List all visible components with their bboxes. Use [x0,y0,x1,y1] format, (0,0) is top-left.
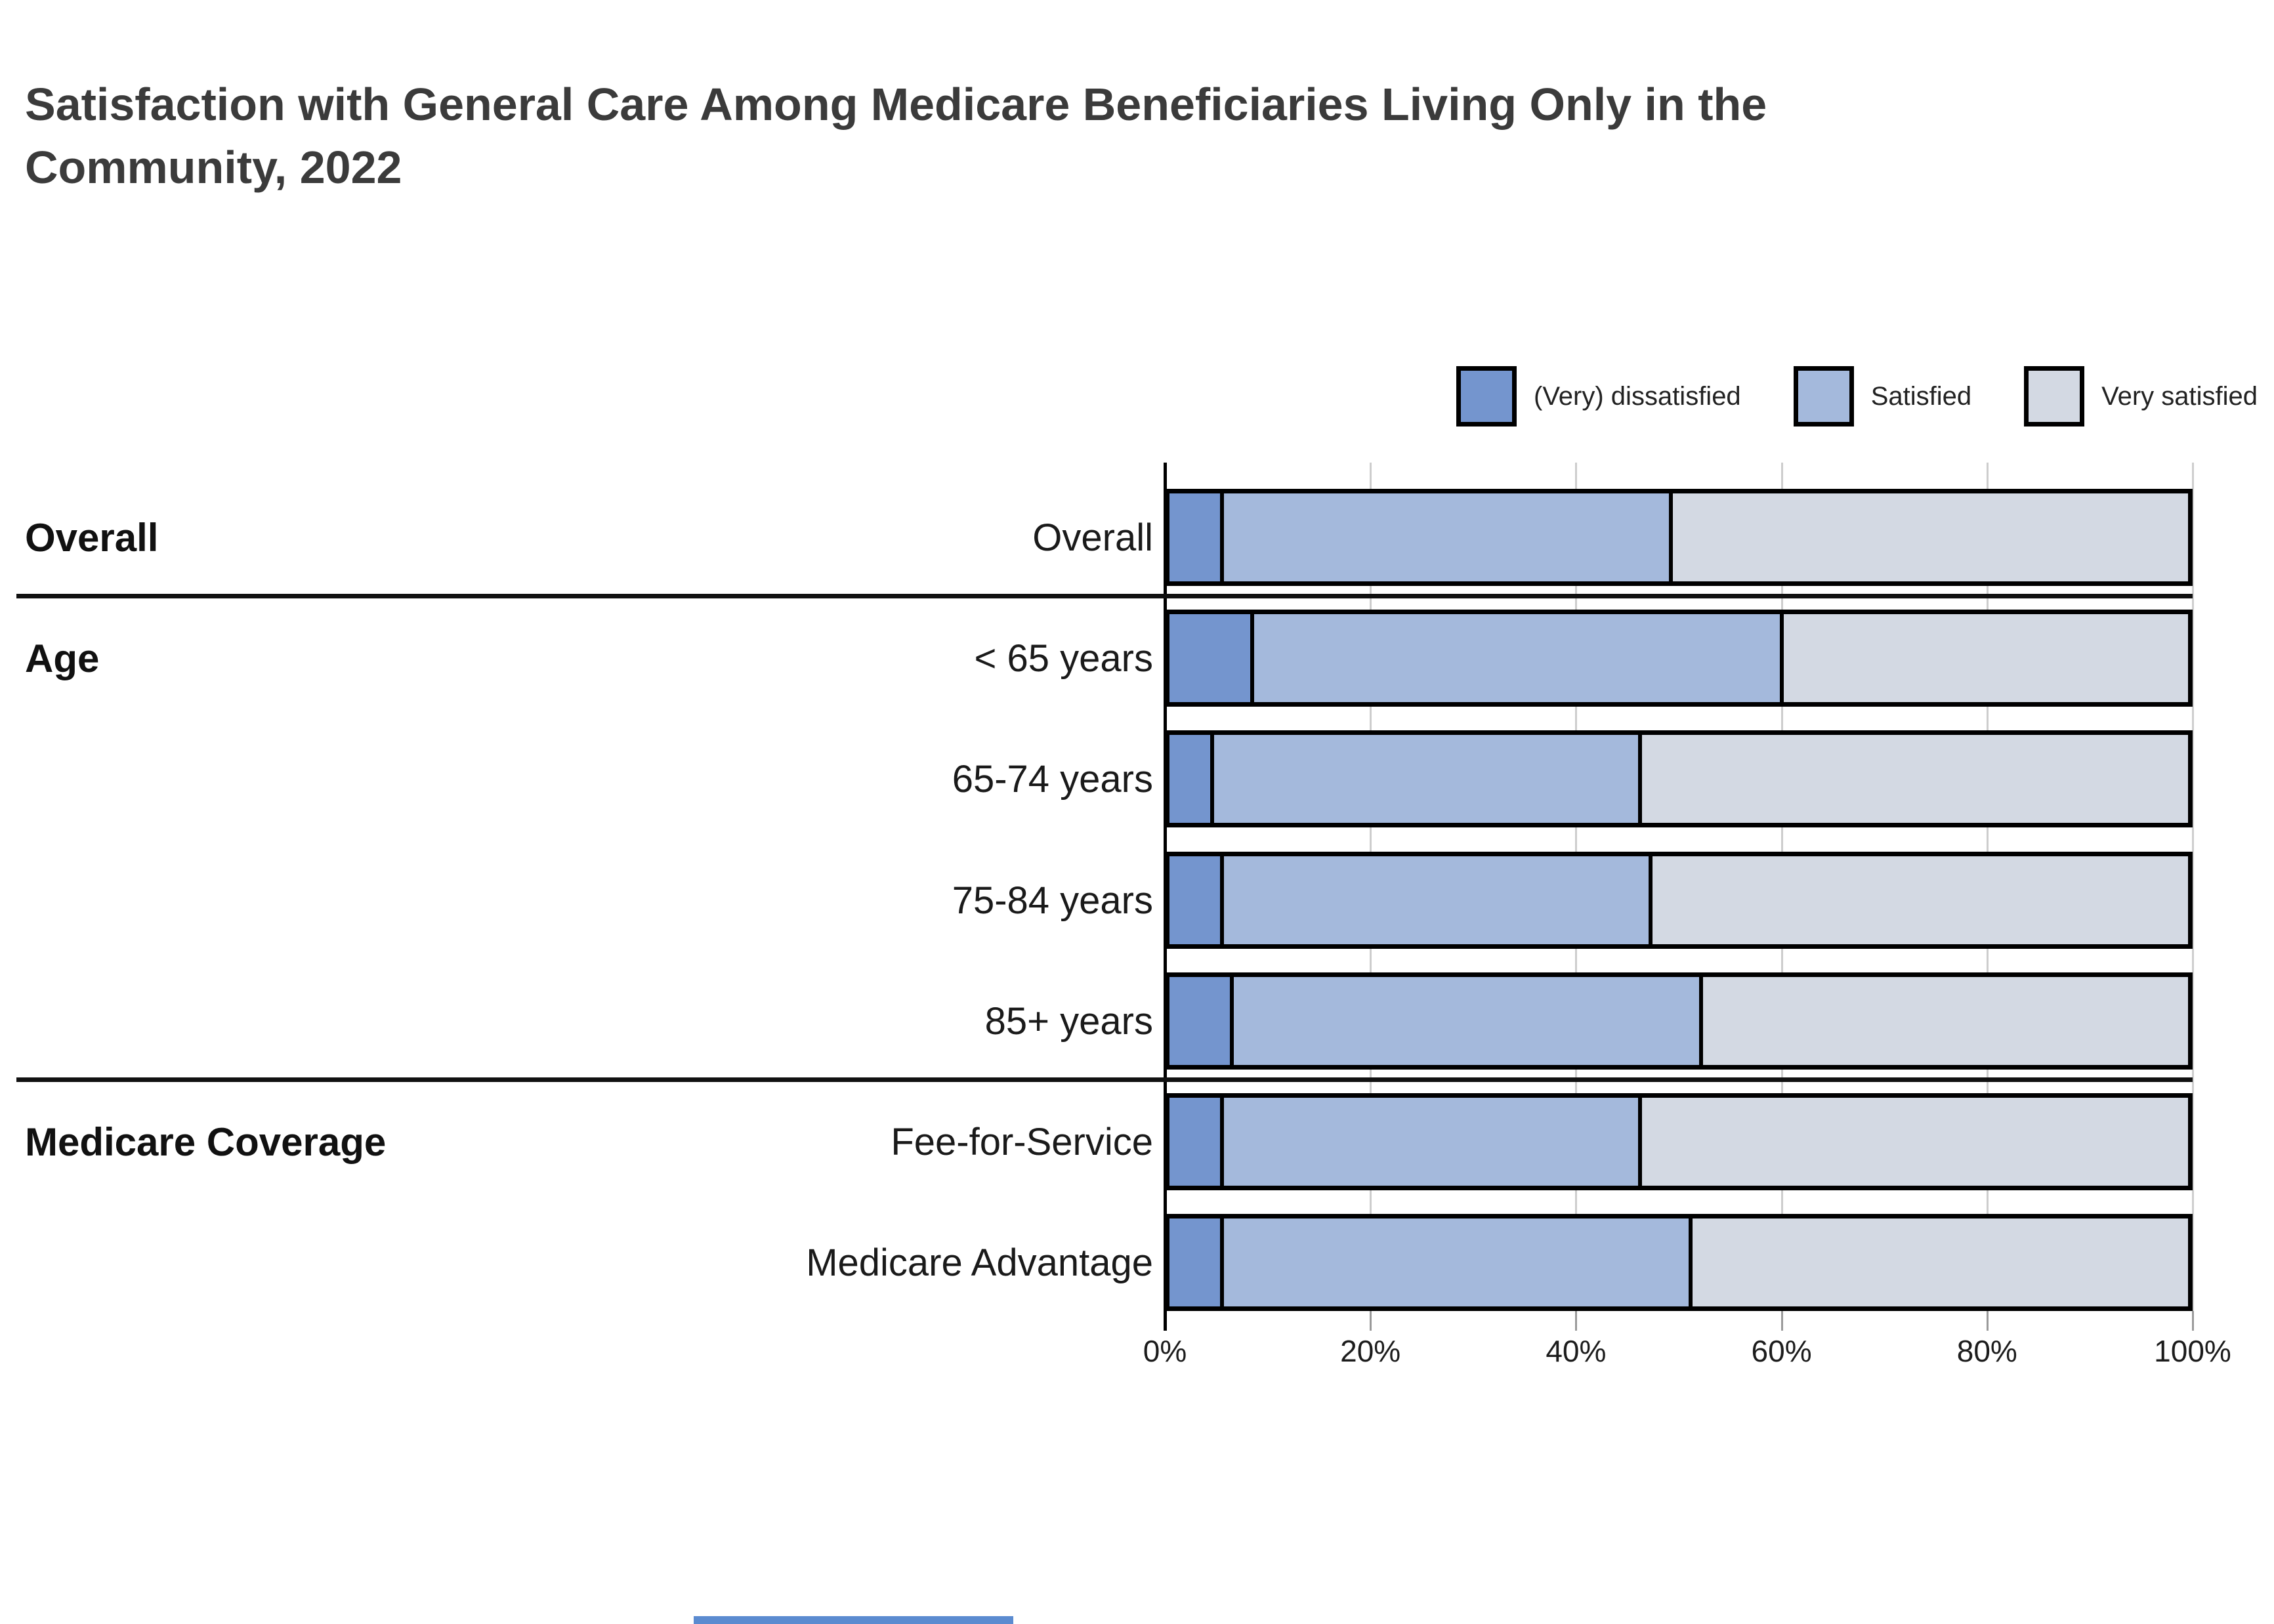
x-tick-80 [1987,1311,1989,1331]
row-label-medicare-advantage: Medicare Advantage [806,1241,1153,1284]
segment-very-dissatisfied-65-years [1169,614,1250,702]
bar-row-fee-for-service [1165,1093,2193,1190]
segment-very-satisfied-65-years [1780,614,2188,702]
segment-very-dissatisfied-85-years [1169,977,1230,1065]
legend-item-very-satisfied [2024,366,2258,427]
segment-very-dissatisfied-fee-for-service [1169,1098,1220,1186]
legend-label: Very satisfied [2101,381,2258,411]
legend-item-satisfied [1794,366,1971,427]
segment-very-satisfied-overall [1669,493,2188,581]
segment-very-satisfied-medicare-advantage [1689,1218,2188,1306]
bar-row-65-74-years [1165,730,2193,827]
segment-satisfied-medicare-advantage [1220,1218,1689,1306]
segment-very-dissatisfied-65-74-years [1169,735,1210,823]
segment-satisfied-75-84-years [1220,856,1649,944]
x-tick-100 [2192,1311,2194,1331]
x-tick-label-60: 60% [1751,1334,1812,1368]
segment-very-satisfied-65-74-years [1638,735,2188,823]
segment-very-satisfied-fee-for-service [1638,1098,2188,1186]
bar-row-65-years [1165,610,2193,707]
segment-very-satisfied-85-years [1699,977,2188,1065]
legend-label: Satisfied [1870,381,1972,411]
row-label-fee-for-service: Fee-for-Service [891,1120,1153,1163]
row-label-overall: Overall [1032,516,1153,559]
x-tick-40 [1575,1311,1577,1331]
segment-satisfied-85-years [1230,977,1698,1065]
bar-row-85-years [1165,972,2193,1070]
x-tick-60 [1781,1311,1783,1331]
segment-very-dissatisfied-overall [1169,493,1220,581]
legend-swatch-very-dissatisfied [1456,366,1517,427]
row-label-65-years: < 65 years [974,636,1153,680]
row-label-75-84-years: 75-84 years [952,879,1153,922]
x-tick-label-40: 40% [1546,1334,1607,1368]
segment-satisfied-65-years [1250,614,1780,702]
legend-label: (Very) dissatisfied [1534,381,1741,411]
group-label-overall: Overall [25,515,159,560]
segment-satisfied-fee-for-service [1220,1098,1638,1186]
x-tick-label-100: 100% [2154,1334,2231,1368]
x-tick-label-0: 0% [1143,1334,1187,1368]
group-divider [16,594,2193,598]
segment-very-dissatisfied-75-84-years [1169,856,1220,944]
legend [1456,366,2258,427]
x-tick-label-20: 20% [1340,1334,1401,1368]
chart-title: Satisfaction with General Care Among Medicare Beneficiaries Living Only in the Community, 2022 [25,79,1767,193]
segment-very-satisfied-75-84-years [1649,856,2188,944]
legend-swatch-satisfied [1794,366,1854,427]
group-label-age: Age [25,636,100,680]
row-label-85-years: 85+ years [984,999,1153,1043]
legend-swatch-very-satisfied [2024,366,2084,427]
group-label-medicare-coverage: Medicare Coverage [25,1119,387,1164]
group-divider [16,1077,2193,1082]
partial-bottom-strip [694,1616,1013,1624]
bar-row-overall [1165,489,2193,586]
segment-very-dissatisfied-medicare-advantage [1169,1218,1220,1306]
x-tick-label-80: 80% [1956,1334,2017,1368]
segment-satisfied-overall [1220,493,1669,581]
row-label-65-74-years: 65-74 years [952,757,1153,801]
segment-satisfied-65-74-years [1210,735,1639,823]
legend-item-very-dissatisfied [1456,366,1741,427]
x-tick-20 [1370,1311,1372,1331]
bar-row-medicare-advantage [1165,1214,2193,1311]
bar-row-75-84-years [1165,852,2193,949]
